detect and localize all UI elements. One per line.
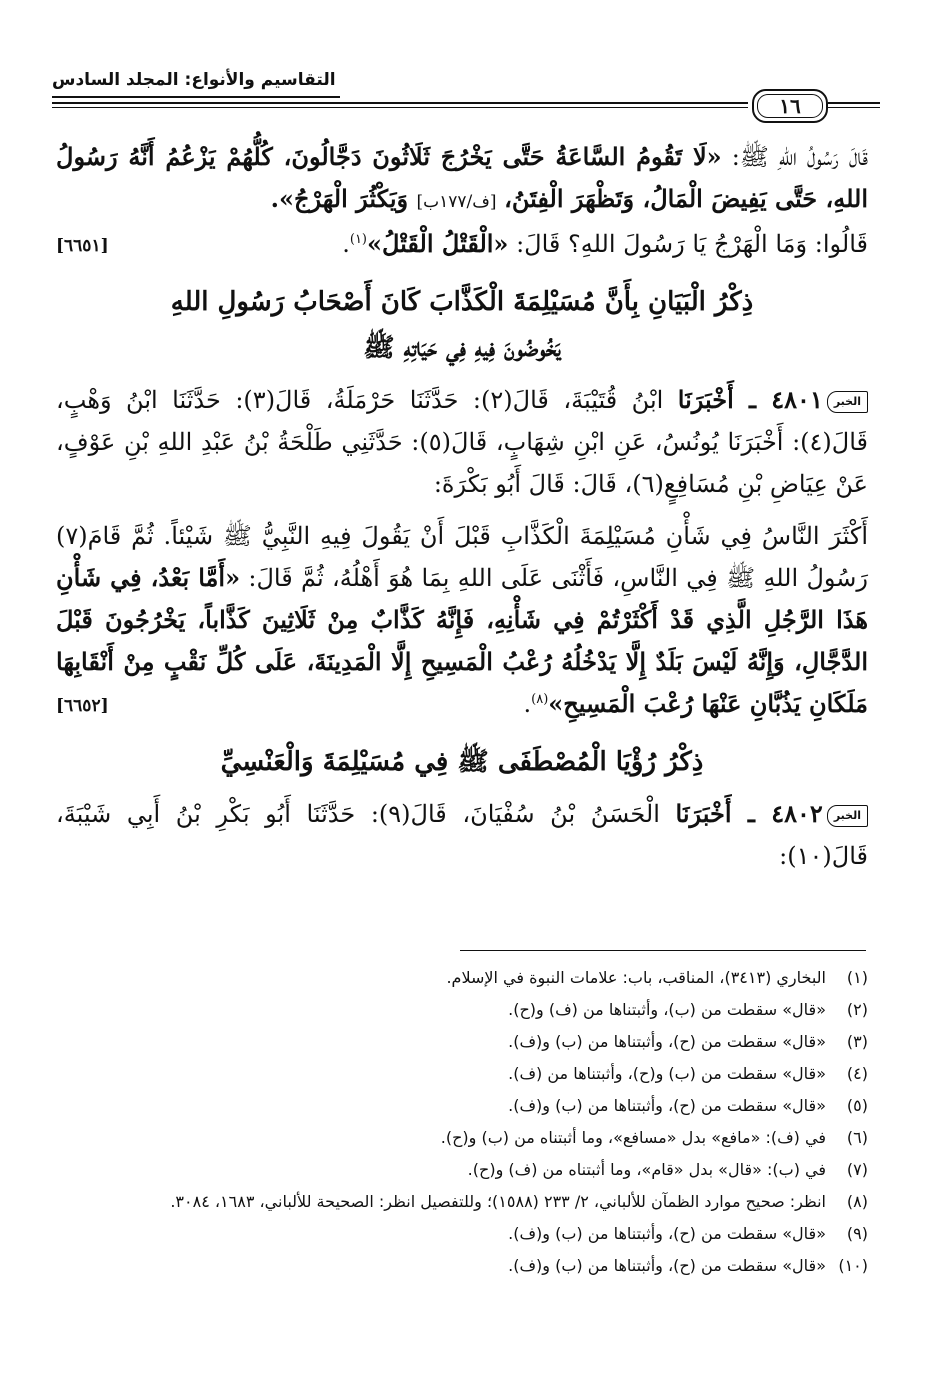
section-heading-2: ذِكْرُ رُؤْيَا الْمُصْطَفَى ﷺ فِي مُسَيْلِمَةَ وَالْعَنْسِيِّ	[220, 747, 704, 777]
hadith-4801-isnad	[56, 379, 868, 505]
khabar-badge-icon: الخبر	[827, 805, 868, 827]
footnote-text: انظر: صحيح موارد الظمآن للألباني، ٢/ ٢٣٣ (١٥٨٨)؛ وللتفصيل انظر: الصحيحة للألباني، ١٦٨٣، ٣٠٨٤.	[170, 1192, 826, 1211]
footnote-item	[48, 1122, 868, 1154]
footnote-item	[48, 1250, 868, 1282]
heading-line-1: ذِكْرُ الْبَيَانِ بِأَنَّ مُسَيْلِمَةَ الْكَذَّابَ كَانَ أَصْحَابُ رَسُولِ اللهِ	[170, 287, 754, 317]
footnote-text: في (ب): «قال» بدل «قام»، وما أثبتناه من (ف) و(ح).	[467, 1160, 826, 1179]
matn-text: «أَمَّا بَعْدُ، فِي شَأْنِ هَذَا الرَّجُلِ الَّذِي قَدْ أَكْثَرْتُمْ فِي شَأْنِهِ، فَإِنَّهُ كَذَّابٌ مِنْ ثَلَاثِينَ كَذَّاباً، يَخْرُجُونَ قَبْلَ الدَّجَّالِ، وَإِنَّهُ لَيْسَ بَلَدٌ إِلَّا يَدْخُلُهُ رُعْبُ الْمَسِيحِ إِلَّا الْمَدِينَةَ، عَلَى كُلِّ نَقْبٍ مِنْ أَنْقَابِهَا مَلَكَانِ يَذُبَّانِ عَنْهَا رُعْبَ الْمَسِيحِ»	[56, 563, 868, 718]
footnote-number: (٢)	[846, 1000, 868, 1019]
hadith-text-end: وَيَكْثُرَ الْهَرْجُ».	[270, 184, 417, 213]
narration-intro: قَالَ رَسُولُ اللهِ ﷺ:	[721, 143, 868, 171]
main-text	[56, 136, 868, 877]
answer-text: «الْقَتْلُ الْقَتْلُ»	[367, 229, 509, 258]
footnote-text: «قال» سقطت من (ح)، وأثبتناها من (ب) و(ف).	[508, 1224, 826, 1243]
footnote-text: في (ف): «مافع» بدل «مسافع»، وما أثبتناه من (ب) و(ح).	[440, 1128, 826, 1147]
heading-line-2: يَخُوضُونَ فِيهِ فِي حَيَاتِهِ ﷺ	[363, 333, 561, 363]
matn-intro: أَكْثَرَ النَّاسُ فِي شَأْنِ مُسَيْلِمَةَ الْكَذَّابِ قَبْلَ أَنْ يَقُولَ فِيهِ النَّبِيُّ ﷺ شَيْئاً. ثُمَّ قَامَ(٧) رَسُولُ اللهِ ﷺ فِي النَّاسِ، فَأَثْنَى عَلَى اللهِ بِمَا هُوَ أَهْلُهُ، ثُمَّ قَالَ:	[56, 522, 869, 592]
footnote-item	[48, 994, 868, 1026]
page-number-frame	[752, 89, 828, 123]
footnote-text: «قال» سقطت من (ب) و(ح)، وأثبتناها من (ف).	[508, 1064, 826, 1083]
footnote-marker: (٨)	[531, 692, 549, 707]
footnote-text: «قال» سقطت من (ح)، وأثبتناها من (ب) و(ف).	[508, 1096, 826, 1115]
footnote-marker: (١)	[349, 232, 367, 247]
footnote-item	[48, 1154, 868, 1186]
footnote-number: (٣)	[846, 1032, 868, 1051]
page-number: ١٦	[779, 94, 801, 118]
footnote-number: (٧)	[846, 1160, 868, 1179]
hadith-continuation-2: [٦٦٥١] قَالُوا: وَمَا الْهَرْجُ يَا رَسُولَ اللهِ؟ قَالَ: «الْقَتْلُ الْقَتْلُ»$^{(١)}$.	[56, 223, 868, 265]
footnote-number: (٤)	[846, 1064, 868, 1083]
hadith-4802-isnad	[56, 793, 868, 877]
footnote-number: (٨)	[846, 1192, 868, 1211]
header-rule-right	[828, 102, 880, 104]
footnote-number: (١٠)	[838, 1256, 868, 1275]
footnote-item	[48, 1090, 868, 1122]
header-rule-left-thin	[52, 107, 748, 108]
footnote-text: «قال» سقطت من (ب)، وأثبتناها من (ف) و(ح).	[508, 1000, 826, 1019]
isnad-text: الْحَسَنُ بْنُ سُفْيَانَ، قَالَ(٩): حَدَّثَنَا أَبُو بَكْرِ بْنُ أَبِي شَيْبَةَ، قَالَ(١٠):	[56, 800, 868, 870]
footnote-item	[48, 962, 868, 994]
hadith-4801-matn: أَكْثَرَ النَّاسُ فِي شَأْنِ مُسَيْلِمَةَ الْكَذَّابِ قَبْلَ أَنْ يَقُولَ فِيهِ النَّبِيُّ ﷺ شَيْئاً. ثُمَّ قَامَ(٧) رَسُولُ اللهِ ﷺ فِي النَّاسِ، فَأَثْنَى عَلَى اللهِ بِمَا هُوَ أَهْلُهُ، ثُمَّ قَالَ: «أَمَّا بَعْدُ، فِي شَأْنِ هَذَا الرَّجُلِ الَّذِي قَدْ أَكْثَرْتُمْ فِي شَأْنِهِ، فَإِنَّهُ كَذَّابٌ مِنْ ثَلَاثِينَ كَذَّاباً، يَخْرُجُونَ قَبْلَ الدَّجَّالِ، وَإِنَّهُ لَيْسَ بَلَدٌ إِلَّا يَدْخُلُهُ رُعْبُ الْمَسِيحِ إِلَّا الْمَدِينَةَ، عَلَى كُلِّ نَقْبٍ مِنْ أَنْقَابِهَا مَلَكَانِ يَذُبَّانِ عَنْهَا رُعْبَ الْمَسِيحِ»$^{(٨)}$. [٦٦٥٢]	[56, 515, 868, 725]
footnote-text: البخاري (٣٤١٣)، المناقب، باب: علامات النبوة في الإسلام.	[446, 968, 826, 987]
footnote-number: (٥)	[846, 1096, 868, 1115]
header-rule-left	[52, 102, 748, 104]
running-header-title: التقاسيم والأنواع: المجلد السادس	[52, 70, 336, 90]
footnote-item	[48, 1058, 868, 1090]
footnote-item	[48, 1026, 868, 1058]
hadith-number: ٤٨٠٢ ـ أَخْبَرَنَا	[675, 799, 823, 828]
footnote-number: (٩)	[846, 1224, 868, 1243]
hadith-reference: [٦٦٥١]	[56, 236, 109, 256]
footnote-number: (٦)	[846, 1128, 868, 1147]
footnote-item	[48, 1218, 868, 1250]
question-text: قَالُوا: وَمَا الْهَرْجُ يَا رَسُولَ اللهِ؟ قَالَ:	[508, 230, 868, 258]
section-heading-1	[56, 279, 868, 371]
hadith-number: ٤٨٠١ ـ أَخْبَرَنَا	[677, 385, 823, 414]
footnote-divider	[460, 950, 866, 951]
hadith-text: «لَا تَقُومُ السَّاعَةُ حَتَّى يَخْرُجَ ثَلَاثُونَ دَجَّالُونَ، كُلُّهُمْ يَزْعُمُ أَنَّهُ رَسُولُ اللهِ، حَتَّى يَفِيضَ الْمَالُ، وَتَظْهَرَ الْفِتَنُ،	[56, 142, 868, 213]
hadith-continuation	[56, 136, 868, 223]
footnote-text: «قال» سقطت من (ح)، وأثبتناها من (ب) و(ف).	[508, 1256, 826, 1275]
footnotes	[48, 962, 868, 1282]
hadith-reference: [٦٦٥٢]	[56, 696, 109, 716]
header-rule	[52, 96, 340, 98]
header-rule-right-thin	[828, 107, 880, 108]
manuscript-marker: [ف/١٧٧ب]	[416, 192, 497, 212]
footnote-text: «قال» سقطت من (ح)، وأثبتناها من (ب) و(ف).	[508, 1032, 826, 1051]
footnote-number: (١)	[846, 968, 868, 987]
khabar-badge-icon: الخبر	[827, 391, 868, 413]
footnote-item	[48, 1186, 868, 1218]
isnad-text: ابْنُ قُتَيْبَةَ، قَالَ(٢): حَدَّثَنَا حَرْمَلَةُ، قَالَ(٣): حَدَّثَنَا ابْنُ وَهْبٍ، قَالَ(٤): أَخْبَرَنَا يُونُسُ، عَنِ ابْنِ شِهَابٍ، قَالَ(٥): حَدَّثَنِي طَلْحَةُ بْنُ عَبْدِ اللهِ بْنِ عَوْفٍ، عَنْ عِيَاضِ بْنِ مُسَافِعٍ(٦)، قَالَ: قَالَ أَبُو بَكْرَةَ:	[56, 386, 869, 498]
